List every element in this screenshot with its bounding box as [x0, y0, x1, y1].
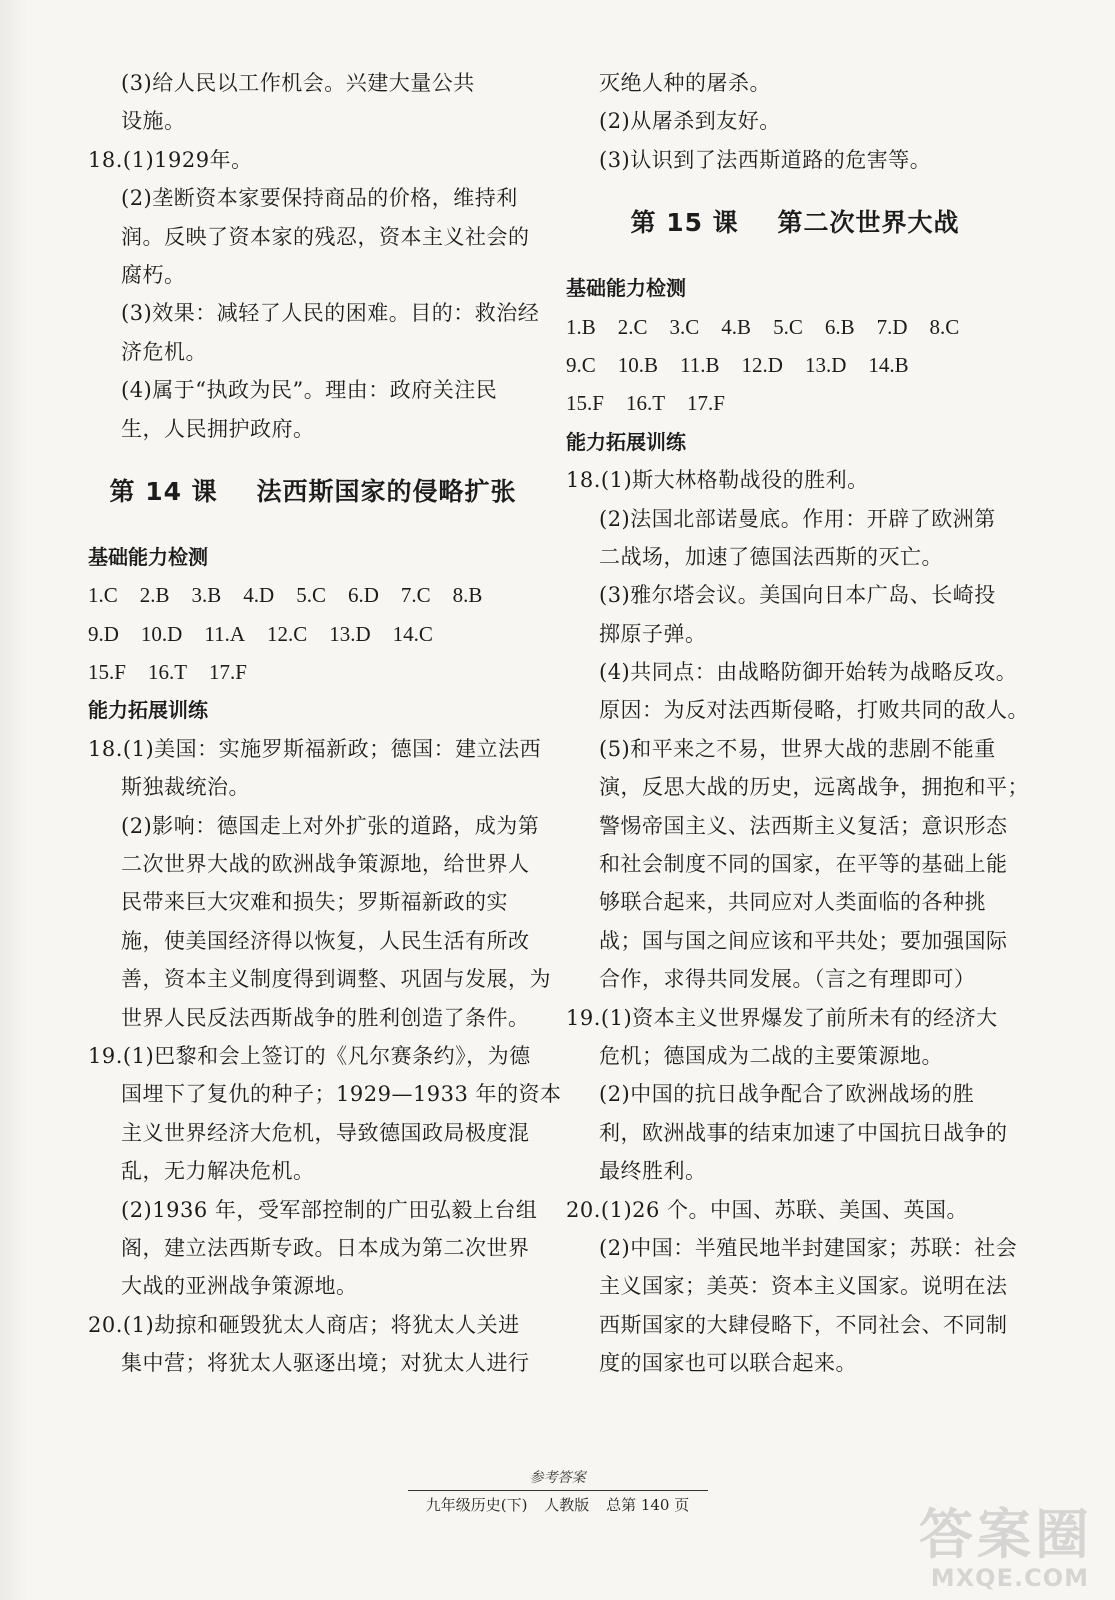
- answer-item: 16.T: [625, 391, 666, 416]
- answer-item: 17.F: [687, 391, 725, 416]
- footer-page-number: 总第 140 页: [606, 1496, 690, 1514]
- answer-row: [88, 615, 538, 653]
- text-line: 演，反思大战的历史，远离战争，拥抱和平；: [599, 775, 1029, 800]
- text-line: 度的国家也可以联合起来。: [599, 1351, 857, 1376]
- footer-title: 参考答案: [529, 1470, 586, 1486]
- text-line: 19.(1)巴黎和会上签订的《凡尔赛条约》，为德: [88, 1043, 531, 1068]
- text-line: 原因：为反对法西斯侵略，打败共同的敌人。: [599, 698, 1029, 723]
- text-line: (5)和平来之不易，世界大战的悲剧不能重: [599, 736, 996, 761]
- answer-row: [88, 653, 538, 691]
- text-line: 乱，无力解决危机。: [121, 1159, 315, 1184]
- text-line: 大战的亚洲战争策源地。: [121, 1274, 358, 1299]
- scan-shadow: [0, 0, 28, 1600]
- answer-item: 13.D: [329, 621, 371, 646]
- text-line: (2)法国北部诺曼底。作用：开辟了欧洲第: [599, 506, 996, 531]
- answer-item: 8.C: [929, 314, 960, 339]
- answer-item: 3.C: [669, 314, 700, 339]
- text-line: (2)影响：德国走上对外扩张的道路，成为第: [121, 813, 540, 838]
- answer-item: 11.A: [204, 621, 245, 646]
- answer-row: [566, 346, 1024, 384]
- answer-item: 10.D: [140, 621, 183, 646]
- text-line: 18.(1)1929年。: [88, 147, 253, 172]
- answer-item: 7.D: [876, 314, 908, 339]
- expand-training-heading: 能力拓展训练: [566, 429, 686, 454]
- text-line: 主义国家；美英：资本主义国家。说明在法: [599, 1274, 1008, 1299]
- answer-item: 9.D: [88, 621, 119, 646]
- text-line: 警惕帝国主义、法西斯主义复活；意识形态: [599, 813, 1008, 838]
- text-line: 20.(1)26 个。中国、苏联、美国、英国。: [566, 1197, 969, 1222]
- footer-edition: 人教版: [544, 1496, 590, 1514]
- text-line: 18.(1)斯大林格勒战役的胜利。: [566, 468, 869, 493]
- text-line: 阁，建立法西斯专政。日本成为第二次世界: [121, 1235, 530, 1260]
- answer-item: 15.F: [566, 391, 604, 416]
- answer-item: 17.F: [209, 660, 247, 685]
- text-line: 18.(1)美国：实施罗斯福新政；德国：建立法西: [88, 736, 542, 761]
- text-line: 设施。: [121, 109, 186, 134]
- basic-check-heading: 基础能力检测: [88, 544, 208, 569]
- text-line: 济危机。: [121, 339, 207, 364]
- expand-training-heading: 能力拓展训练: [88, 698, 208, 723]
- text-line: 斯独裁统治。: [121, 775, 250, 800]
- text-line: 西斯国家的大肆侵略下，不同社会、不同制: [599, 1312, 1008, 1337]
- answer-item: 4.B: [721, 314, 752, 339]
- answer-item: 6.D: [347, 583, 379, 608]
- answer-item: 2.B: [139, 583, 170, 608]
- text-line: (2)从屠杀到友好。: [599, 109, 781, 134]
- text-line: (3)给人民以工作机会。兴建大量公共: [121, 71, 475, 95]
- text-line: (4)共同点：由战略防御开始转为战略反攻。: [599, 660, 1018, 685]
- answer-item: 12.C: [266, 621, 308, 646]
- answer-item: 6.B: [824, 314, 855, 339]
- text-line: (2)1936 年，受军部控制的广田弘毅上台组: [121, 1197, 538, 1222]
- answer-item: 14.B: [868, 352, 909, 377]
- answer-row: [566, 384, 1024, 422]
- footer-divider: [408, 1490, 708, 1491]
- text-line: 润。反映了资本家的残忍，资本主义社会的: [121, 224, 530, 249]
- answer-item: 11.B: [680, 352, 720, 377]
- answer-item: 14.C: [392, 621, 433, 646]
- right-column: [566, 64, 1029, 1383]
- answer-item: 9.C: [566, 352, 596, 377]
- text-line: (3)雅尔塔会议。美国向日本广岛、长崎投: [599, 583, 996, 608]
- answer-item: 10.B: [617, 352, 659, 377]
- site-watermark: [877, 1492, 1097, 1592]
- answer-item: 15.F: [88, 660, 126, 685]
- answer-row: [88, 576, 538, 614]
- text-line: 国埋下了复仇的种子；1929—1933 年的资本: [121, 1082, 562, 1107]
- text-line: 二战场，加速了德国法西斯的灭亡。: [599, 544, 943, 569]
- text-line: 世界人民反法西斯战争的胜利创造了条件。: [121, 1005, 530, 1030]
- text-line: 民带来巨大灾难和损失；罗斯福新政的实: [121, 890, 508, 915]
- text-line: (2)垄断资本家要保持商品的价格，维持利: [121, 186, 518, 211]
- text-line: 利，欧洲战事的结束加速了中国抗日战争的: [599, 1120, 1008, 1145]
- text-line: 主义世界经济大危机，导致德国政局极度混: [121, 1120, 530, 1145]
- answer-item: 5.C: [773, 314, 803, 339]
- answer-item: 7.C: [400, 583, 431, 608]
- text-line: 合作，求得共同发展。（言之有理即可）: [599, 967, 976, 992]
- left-column: [88, 64, 562, 1383]
- answer-item: 1.B: [566, 314, 596, 339]
- text-line: 19.(1)资本主义世界爆发了前所未有的经济大: [566, 1005, 998, 1030]
- watermark-url: MXQE.COM: [930, 1564, 1089, 1592]
- text-line: 二次世界大战的欧洲战争策源地，给世界人: [121, 852, 530, 877]
- answer-item: 4.D: [243, 583, 275, 608]
- watermark-logo: 答案圈: [919, 1503, 1093, 1566]
- answer-item: 2.C: [617, 314, 648, 339]
- text-line: 危机；德国成为二战的主要策源地。: [599, 1043, 943, 1068]
- text-line: 20.(1)劫掠和砸毁犹太人商店；将犹太人关进: [88, 1312, 520, 1337]
- text-line: 战；国与国之间应该和平共处；要加强国际: [599, 928, 1008, 953]
- answer-item: 8.B: [452, 583, 483, 608]
- footer-grade: 九年级历史(下): [425, 1496, 528, 1514]
- answer-item: 3.B: [191, 583, 222, 608]
- text-line: (4)属于“执政为民”。理由：政府关注民: [121, 378, 498, 403]
- text-line: 生，人民拥护政府。: [121, 416, 315, 441]
- text-line: (3)效果：减轻了人民的困难。目的：救治经: [121, 301, 540, 326]
- answer-item: 13.D: [804, 352, 847, 377]
- text-line: (3)认识到了法西斯道路的危害等。: [599, 147, 932, 172]
- text-line: 施，使美国经济得以恢复，人民生活有所改: [121, 928, 530, 953]
- text-line: 够联合起来，共同应对人类面临的各种挑: [599, 890, 986, 915]
- answer-item: 5.C: [296, 583, 326, 608]
- text-line: 腐朽。: [121, 262, 186, 287]
- text-line: 和社会制度不同的国家，在平等的基础上能: [599, 852, 1008, 877]
- text-line: 掷原子弹。: [599, 621, 707, 646]
- answer-item: 12.D: [741, 352, 783, 377]
- text-line: 最终胜利。: [599, 1159, 707, 1184]
- text-line: 灭绝人种的屠杀。: [599, 71, 771, 95]
- text-line: (2)中国：半殖民地半封建国家；苏联：社会: [599, 1235, 1018, 1260]
- answer-item: 16.T: [147, 660, 188, 685]
- text-line: 集中营；将犹太人驱逐出境；对犹太人进行: [121, 1351, 530, 1376]
- text-line: 善，资本主义制度得到调整、巩固与发展，为: [121, 967, 551, 992]
- lesson-14-title: 第 14 课 法西斯国家的侵略扩张: [109, 476, 517, 506]
- basic-check-heading: 基础能力检测: [566, 276, 686, 301]
- answer-row: [566, 308, 1024, 346]
- lesson-15-title: 第 15 课 第二次世界大战: [630, 208, 960, 238]
- text-line: (2)中国的抗日战争配合了欧洲战场的胜: [599, 1082, 975, 1107]
- answer-item: 1.C: [88, 583, 118, 608]
